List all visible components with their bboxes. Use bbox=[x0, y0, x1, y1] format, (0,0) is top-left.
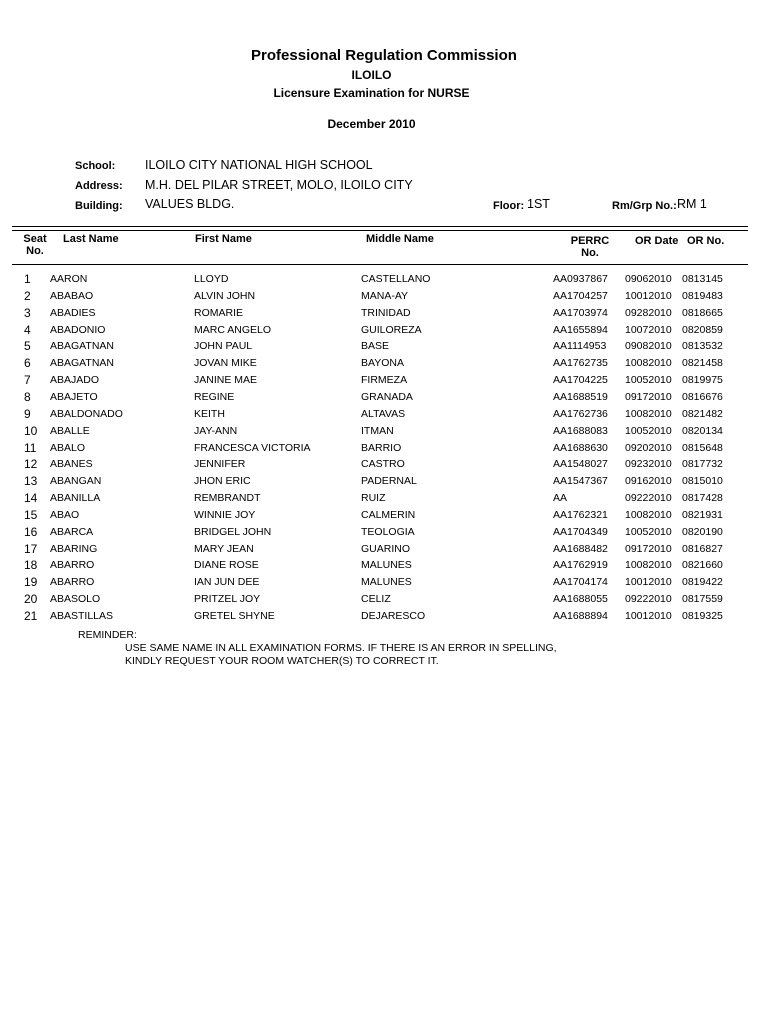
perrc-number: AA1688519 bbox=[553, 390, 608, 403]
last-name: ABASOLO bbox=[50, 593, 101, 606]
seat-number: 11 bbox=[24, 440, 37, 455]
middle-name: TEOLOGIA bbox=[361, 525, 415, 538]
last-name: ABARCA bbox=[50, 525, 94, 538]
middle-name: BASE bbox=[361, 340, 390, 353]
seat-number: 7 bbox=[24, 373, 31, 388]
or-number: 0818665 bbox=[682, 306, 723, 319]
or-date: 09232010 bbox=[625, 458, 672, 471]
last-name: ABAO bbox=[50, 508, 80, 521]
middle-name: RUIZ bbox=[361, 492, 386, 505]
table-row bbox=[0, 425, 768, 442]
or-number: 0815648 bbox=[682, 441, 723, 454]
first-name: MARC ANGELO bbox=[194, 323, 272, 336]
table-row bbox=[0, 307, 768, 324]
middle-name: DEJARESCO bbox=[361, 610, 426, 622]
perrc-number: AA1688482 bbox=[553, 542, 608, 555]
last-name: ABALLE bbox=[50, 424, 90, 437]
first-name: BRIDGEL JOHN bbox=[194, 525, 272, 538]
table-row bbox=[0, 391, 768, 408]
last-name: ABARING bbox=[50, 542, 98, 555]
middle-name: MANA-AY bbox=[361, 289, 409, 302]
or-number: 0816827 bbox=[682, 542, 723, 555]
col-or-date-header: OR Date bbox=[635, 235, 679, 247]
room-value: RM 1 bbox=[677, 197, 707, 211]
or-date: 10052010 bbox=[625, 525, 672, 538]
perrc-number: AA1114953 bbox=[553, 340, 607, 353]
perrc-number: AA1688055 bbox=[553, 593, 608, 606]
reminder-label: REMINDER: bbox=[78, 629, 137, 641]
seat-number: 4 bbox=[24, 322, 31, 337]
middle-name: CELIZ bbox=[361, 593, 391, 606]
exam-title: Licensure Examination for NURSE bbox=[273, 86, 470, 100]
or-date: 10052010 bbox=[625, 374, 672, 387]
table-row bbox=[0, 442, 768, 459]
or-number: 0821482 bbox=[682, 407, 723, 420]
building-value: VALUES BLDG. bbox=[145, 197, 235, 211]
seat-number: 3 bbox=[24, 305, 31, 320]
seat-number: 18 bbox=[24, 558, 38, 573]
seat-number: 21 bbox=[24, 609, 38, 623]
table-row bbox=[0, 374, 768, 391]
address-value: M.H. DEL PILAR STREET, MOLO, ILOILO CITY bbox=[145, 178, 413, 192]
seat-number: 14 bbox=[24, 491, 38, 506]
or-number: 0815010 bbox=[682, 475, 723, 488]
school-label: School: bbox=[75, 160, 116, 172]
school-value: ILOILO CITY NATIONAL HIGH SCHOOL bbox=[145, 158, 373, 172]
first-name: GRETEL SHYNE bbox=[194, 610, 275, 622]
header-rule-top bbox=[12, 226, 748, 227]
or-number: 0819325 bbox=[682, 610, 723, 622]
middle-name: MALUNES bbox=[361, 576, 412, 589]
middle-name: CASTRO bbox=[361, 458, 405, 471]
or-number: 0819975 bbox=[682, 374, 723, 387]
last-name: ABANGAN bbox=[50, 475, 102, 488]
or-date: 10012010 bbox=[625, 289, 672, 302]
or-date: 09162010 bbox=[625, 475, 672, 488]
or-number: 0820859 bbox=[682, 323, 723, 336]
table-row bbox=[0, 408, 768, 425]
first-name: JENNIFER bbox=[194, 458, 246, 471]
perrc-number: AA1688894 bbox=[553, 610, 608, 622]
table-row bbox=[0, 610, 768, 627]
last-name: ABALO bbox=[50, 441, 86, 454]
last-name: ABAJADO bbox=[50, 374, 100, 387]
first-name: PRITZEL JOY bbox=[194, 593, 261, 606]
last-name: AARON bbox=[50, 273, 88, 285]
or-date: 09062010 bbox=[625, 273, 672, 285]
table-row bbox=[0, 475, 768, 492]
table-row bbox=[0, 324, 768, 341]
middle-name: BARRIO bbox=[361, 441, 402, 454]
middle-name: ITMAN bbox=[361, 424, 394, 437]
reminder-line-2: KINDLY REQUEST YOUR ROOM WATCHER(S) TO CORRECT IT. bbox=[125, 655, 439, 667]
middle-name: BAYONA bbox=[361, 357, 404, 370]
first-name: LLOYD bbox=[194, 273, 229, 285]
reminder-line-1: USE SAME NAME IN ALL EXAMINATION FORMS. IF THERE IS AN ERROR IN SPELLING, bbox=[125, 642, 557, 654]
first-name: KEITH bbox=[194, 407, 225, 420]
first-name: REGINE bbox=[194, 390, 235, 403]
middle-name: MALUNES bbox=[361, 559, 412, 572]
table-row bbox=[0, 526, 768, 543]
seat-number: 9 bbox=[24, 406, 31, 421]
or-number: 0820190 bbox=[682, 525, 723, 538]
seat-number: 8 bbox=[24, 389, 31, 404]
last-name: ABANES bbox=[50, 458, 93, 471]
col-last-name-header: Last Name bbox=[63, 233, 119, 245]
region-title: ILOILO bbox=[351, 68, 392, 82]
perrc-number: AA1704349 bbox=[553, 525, 608, 538]
or-date: 10012010 bbox=[625, 576, 672, 589]
or-date: 10082010 bbox=[625, 508, 672, 521]
middle-name: CALMERIN bbox=[361, 508, 416, 521]
col-perrc-header bbox=[563, 235, 617, 259]
perrc-number: AA1703974 bbox=[553, 306, 608, 319]
middle-name: GRANADA bbox=[361, 390, 413, 403]
first-name: DIANE ROSE bbox=[194, 559, 259, 572]
last-name: ABADONIO bbox=[50, 323, 106, 336]
table-row bbox=[0, 492, 768, 509]
or-number: 0813145 bbox=[682, 273, 723, 285]
or-number: 0821660 bbox=[682, 559, 723, 572]
first-name: JOVAN MIKE bbox=[194, 357, 257, 370]
col-seat-header bbox=[17, 233, 53, 257]
or-date: 09222010 bbox=[625, 593, 672, 606]
seat-number: 2 bbox=[24, 288, 31, 303]
or-number: 0817428 bbox=[682, 492, 723, 505]
seat-number: 19 bbox=[24, 575, 38, 590]
table-row bbox=[0, 543, 768, 560]
seat-number: 12 bbox=[24, 457, 38, 472]
or-number: 0817559 bbox=[682, 593, 723, 606]
perrc-number: AA1762919 bbox=[553, 559, 608, 572]
header-rule-top-2 bbox=[12, 230, 748, 231]
perrc-number: AA1688630 bbox=[553, 441, 608, 454]
or-date: 10072010 bbox=[625, 323, 672, 336]
middle-name: PADERNAL bbox=[361, 475, 417, 488]
seat-number: 1 bbox=[24, 272, 31, 286]
or-number: 0813532 bbox=[682, 340, 723, 353]
perrc-number: AA1704225 bbox=[553, 374, 608, 387]
col-seat-header-line1: Seat bbox=[23, 233, 47, 245]
first-name: IAN JUN DEE bbox=[194, 576, 260, 589]
perrc-number: AA1547367 bbox=[553, 475, 608, 488]
col-perrc-header-line1: PERRC bbox=[570, 235, 610, 247]
table-row bbox=[0, 458, 768, 475]
first-name: JOHN PAUL bbox=[194, 340, 253, 353]
middle-name: FIRMEZA bbox=[361, 374, 408, 387]
perrc-number: AA1655894 bbox=[553, 323, 608, 336]
table-row bbox=[0, 576, 768, 593]
or-date: 09172010 bbox=[625, 542, 672, 555]
or-number: 0819422 bbox=[682, 576, 723, 589]
header-rule-bottom bbox=[12, 264, 748, 265]
or-date: 09282010 bbox=[625, 306, 672, 319]
first-name: FRANCESCA VICTORIA bbox=[194, 441, 311, 454]
middle-name: GUARINO bbox=[361, 542, 411, 555]
floor-label: Floor: bbox=[493, 200, 525, 212]
or-date: 10012010 bbox=[625, 610, 672, 622]
or-date: 09082010 bbox=[625, 340, 672, 353]
or-date: 10082010 bbox=[625, 407, 672, 420]
floor-value: 1ST bbox=[527, 197, 550, 211]
perrc-number: AA bbox=[553, 492, 568, 505]
or-number: 0817732 bbox=[682, 458, 723, 471]
seat-number: 17 bbox=[24, 541, 38, 556]
last-name: ABAGATNAN bbox=[50, 340, 114, 353]
or-date: 09172010 bbox=[625, 390, 672, 403]
perrc-number: AA1762735 bbox=[553, 357, 608, 370]
table-row bbox=[0, 273, 768, 290]
table-row bbox=[0, 559, 768, 576]
last-name: ABABAO bbox=[50, 289, 94, 302]
last-name: ABADIES bbox=[50, 306, 96, 319]
first-name: WINNIE JOY bbox=[194, 508, 256, 521]
perrc-number: AA1704174 bbox=[553, 576, 608, 589]
page-title: Professional Regulation Commission bbox=[251, 47, 517, 64]
exam-date: December 2010 bbox=[327, 117, 416, 131]
middle-name: TRINIDAD bbox=[361, 306, 411, 319]
middle-name: ALTAVAS bbox=[361, 407, 406, 420]
col-perrc-header-line2: No. bbox=[581, 247, 599, 259]
seat-number: 15 bbox=[24, 507, 38, 522]
first-name: JANINE MAE bbox=[194, 374, 258, 387]
first-name: JHON ERIC bbox=[194, 475, 251, 488]
or-date: 10052010 bbox=[625, 424, 672, 437]
table-row bbox=[0, 290, 768, 307]
last-name: ABANILLA bbox=[50, 492, 101, 505]
or-number: 0821458 bbox=[682, 357, 723, 370]
perrc-number: AA1704257 bbox=[553, 289, 608, 302]
last-name: ABAJETO bbox=[50, 390, 98, 403]
col-first-name-header: First Name bbox=[195, 233, 252, 245]
address-label: Address: bbox=[75, 180, 123, 192]
col-middle-name-header: Middle Name bbox=[366, 233, 434, 245]
last-name: ABARRO bbox=[50, 559, 95, 572]
or-date: 10082010 bbox=[625, 357, 672, 370]
seat-number: 13 bbox=[24, 474, 38, 489]
table-row bbox=[0, 593, 768, 610]
first-name: MARY JEAN bbox=[194, 542, 254, 555]
first-name: JAY-ANN bbox=[194, 424, 238, 437]
last-name: ABAGATNAN bbox=[50, 357, 114, 370]
perrc-number: AA1762321 bbox=[553, 508, 608, 521]
or-number: 0821931 bbox=[682, 508, 723, 521]
middle-name: CASTELLANO bbox=[361, 273, 431, 285]
seat-number: 20 bbox=[24, 592, 38, 607]
last-name: ABALDONADO bbox=[50, 407, 123, 420]
or-date: 10082010 bbox=[625, 559, 672, 572]
seat-number: 6 bbox=[24, 356, 31, 371]
seat-number: 10 bbox=[24, 423, 38, 438]
or-date: 09202010 bbox=[625, 441, 672, 454]
perrc-number: AA1762736 bbox=[553, 407, 608, 420]
seat-number: 16 bbox=[24, 524, 38, 539]
room-label: Rm/Grp No.: bbox=[612, 200, 677, 212]
seat-number: 5 bbox=[24, 339, 31, 354]
perrc-number: AA1688083 bbox=[553, 424, 608, 437]
last-name: ABASTILLAS bbox=[50, 610, 114, 622]
first-name: REMBRANDT bbox=[194, 492, 261, 505]
perrc-number: AA0937867 bbox=[553, 273, 608, 285]
or-number: 0820134 bbox=[682, 424, 723, 437]
or-date: 09222010 bbox=[625, 492, 672, 505]
table-row bbox=[0, 509, 768, 526]
col-or-no-header: OR No. bbox=[687, 235, 725, 247]
first-name: ALVIN JOHN bbox=[194, 289, 256, 302]
perrc-number: AA1548027 bbox=[553, 458, 608, 471]
last-name: ABARRO bbox=[50, 576, 95, 589]
building-label: Building: bbox=[75, 200, 123, 212]
or-number: 0816676 bbox=[682, 390, 723, 403]
col-seat-header-line2: No. bbox=[26, 245, 44, 257]
table-row bbox=[0, 340, 768, 357]
or-number: 0819483 bbox=[682, 289, 723, 302]
middle-name: GUILOREZA bbox=[361, 323, 422, 336]
table-row bbox=[0, 357, 768, 374]
first-name: ROMARIE bbox=[194, 306, 244, 319]
